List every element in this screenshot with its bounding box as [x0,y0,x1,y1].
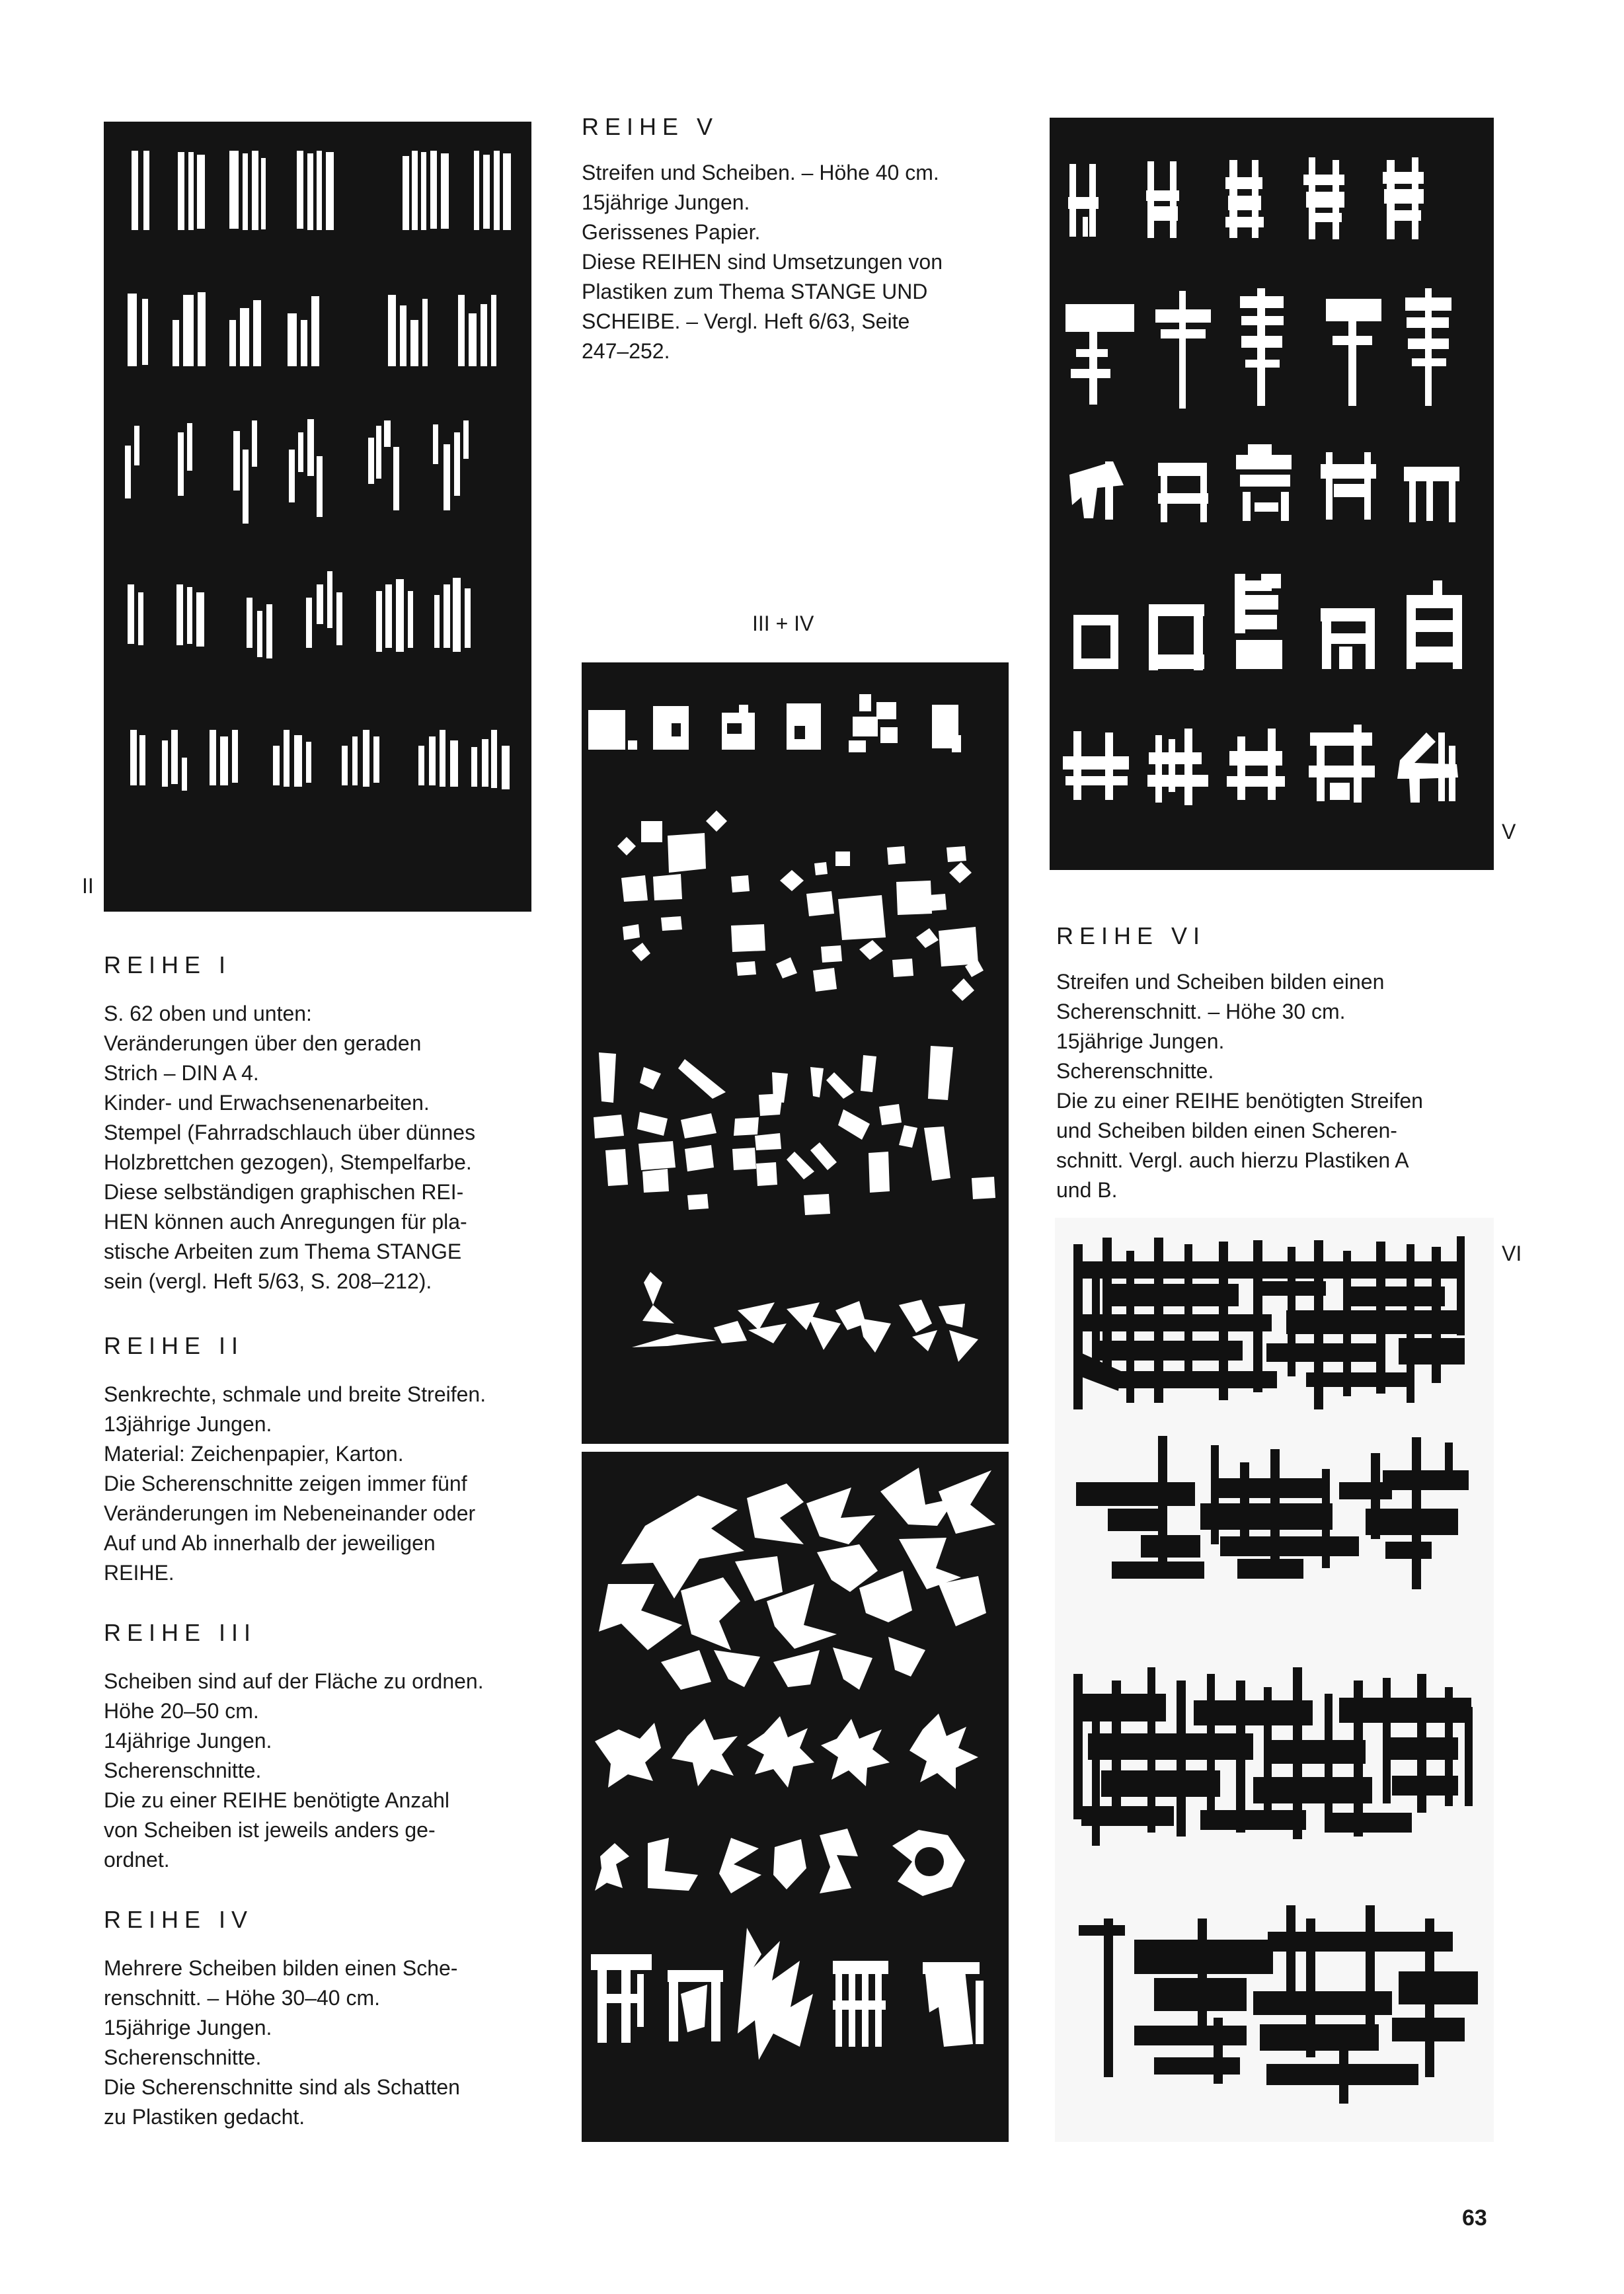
reihe-iii-line: ordnet. [104,1848,170,1872]
reihe-iii-line: Scherenschnitte. [104,1759,262,1783]
reihe-iii-line: Die zu einer REIHE benötigte Anzahl [104,1788,449,1813]
reihe-v-line: 15jährige Jungen. [582,190,750,215]
reihe-i-line: stische Arbeiten zum Thema STANGE [104,1240,462,1264]
reihe-v-text [582,158,1011,366]
reihe-i-line: Stempel (Fahrradschlauch über dünnes [104,1121,476,1145]
reihe-iii-text [104,1667,527,1875]
reihe-iv-line: Mehrere Scheiben bilden einen Sche- [104,1956,458,1981]
reihe-v-line: SCHEIBE. – Vergl. Heft 6/63, Seite [582,309,910,334]
reihe-i-line: Holzbrettchen gezogen), Stempelfarbe. [104,1150,472,1175]
reihe-vi-heading: REIHE VI [1056,922,1206,949]
reihe-v-heading: REIHE V [582,113,719,140]
reihe-ii-heading: REIHE II [104,1332,245,1359]
plate-ii-label: II [82,874,94,898]
reihe-vi-line: schnitt. Vergl. auch hierzu Plastiken A [1056,1148,1409,1173]
reihe-i-line: Strich – DIN A 4. [104,1061,259,1086]
reihe-iii-line: Scheiben sind auf der Fläche zu ordnen. [104,1669,484,1694]
reihe-i-text [104,999,527,1296]
reihe-vi-block [1056,922,1486,1205]
reihe-vi-line: und B. [1056,1178,1118,1203]
reihe-iv-line: 15jährige Jungen. [104,2016,272,2040]
reihe-vi-line: 15jährige Jungen. [1056,1029,1225,1054]
reihe-v-line: Streifen und Scheiben. – Höhe 40 cm. [582,161,939,185]
reihe-i-block [104,951,527,1296]
reihe-ii-line: 13jährige Jungen. [104,1412,272,1437]
reihe-i-line: Diese selbständigen graphischen REI- [104,1180,464,1205]
plate-iii-disc-arrangements [582,662,1009,1444]
reihe-ii-line: Die Scherenschnitte zeigen immer fünf [104,1472,467,1496]
reihe-v-line: Gerissenes Papier. [582,220,761,245]
reihe-v-line: Diese REIHEN sind Umsetzungen von [582,250,943,274]
plate-v-label: V [1502,820,1516,844]
reihe-iii-line: Höhe 20–50 cm. [104,1699,259,1723]
reihe-i-line: S. 62 oben und unten: [104,1002,312,1026]
plate-vi-label: VI [1502,1242,1522,1265]
reihe-i-heading: REIHE I [104,951,232,978]
reihe-iii-block [104,1618,527,1875]
reihe-v-line: 247–252. [582,339,670,364]
reihe-iv-block [104,1905,527,2132]
reihe-iii-line: 14jährige Jungen. [104,1729,272,1753]
reihe-v-line: Plastiken zum Thema STANGE UND [582,280,928,304]
reihe-iii-heading: REIHE III [104,1619,257,1646]
reihe-vi-line: Streifen und Scheiben bilden einen [1056,970,1385,994]
reihe-vi-text [1056,967,1486,1205]
reihe-ii-block [104,1331,527,1588]
reihe-iv-line: Scherenschnitte. [104,2045,262,2070]
reihe-v-block [582,112,1011,366]
reihe-ii-line: Veränderungen im Nebeneinander oder [104,1501,476,1526]
reihe-iv-line: zu Plastiken gedacht. [104,2105,305,2129]
reihe-iv-heading: REIHE IV [104,1906,254,1933]
reihe-iv-line: Die Scherenschnitte sind als Schatten [104,2075,460,2100]
reihe-i-line: HEN können auch Anregungen für pla- [104,1210,467,1234]
plate-vi-black-bar-cutouts [1055,1218,1494,2142]
reihe-vi-line: Scherenschnitte. [1056,1059,1214,1084]
reihe-iv-line: renschnitt. – Höhe 30–40 cm. [104,1986,381,2010]
reihe-iii-line: von Scheiben ist jeweils anders ge- [104,1818,436,1842]
reihe-ii-line: Auf und Ab innerhalb der jeweiligen [104,1531,436,1556]
reihe-ii-line: Senkrechte, schmale und breite Streifen. [104,1382,486,1407]
reihe-vi-line: Scherenschnitt. – Höhe 30 cm. [1056,1000,1346,1024]
reihe-iv-text [104,1954,527,2132]
plate-v-torn-paper [1050,118,1494,870]
reihe-ii-line: Material: Zeichenpapier, Karton. [104,1442,404,1466]
reihe-vi-line: Die zu einer REIHE benötigten Streifen [1056,1089,1423,1113]
reihe-i-line: sein (vergl. Heft 5/63, S. 208–212). [104,1269,432,1294]
plate-iii-iv-label: III + IV [752,612,814,635]
reihe-ii-text [104,1380,527,1588]
reihe-ii-line: REIHE. [104,1561,174,1585]
page-number: 63 [1462,2205,1487,2231]
reihe-vi-line: und Scheiben bilden einen Scheren- [1056,1119,1397,1143]
reihe-i-line: Kinder- und Erwachsenenarbeiten. [104,1091,430,1115]
plate-iv-silhouette-cutouts [582,1452,1009,2142]
plate-ii-stripe-cutouts [104,122,531,912]
reihe-i-line: Veränderungen über den geraden [104,1031,422,1056]
